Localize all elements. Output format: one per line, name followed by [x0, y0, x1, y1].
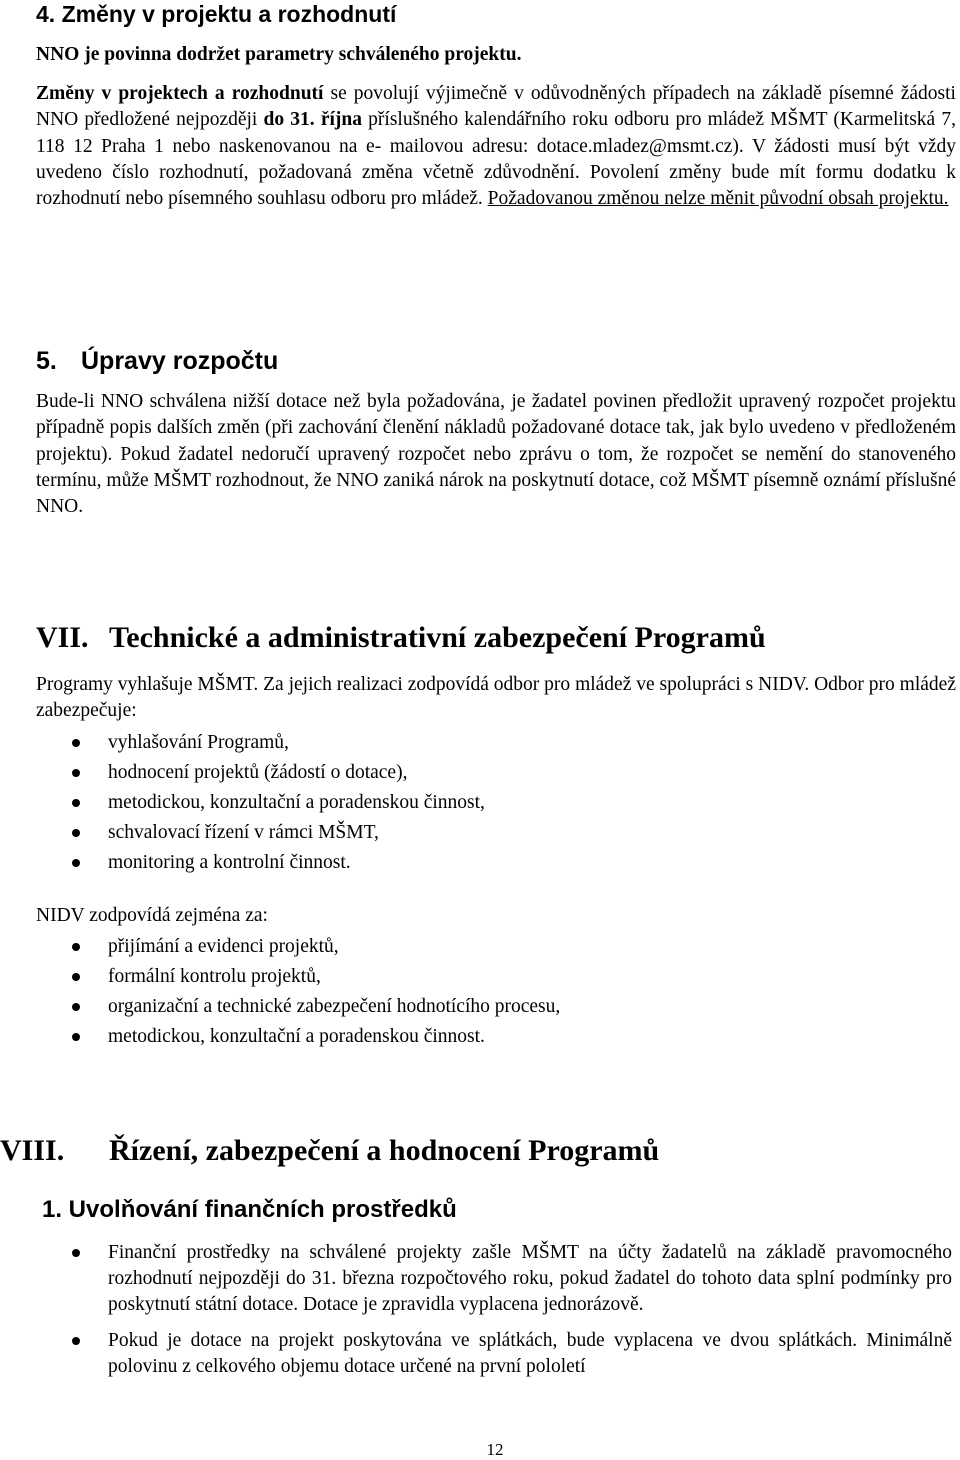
underlined-rule: Požadovanou změnou nelze měnit původní obsah projektu.: [487, 188, 949, 210]
bullet-icon: [72, 739, 80, 747]
bullet-icon: [72, 943, 80, 951]
section-vii-title: Technické a administrativní zabezpečení Programů: [109, 621, 766, 654]
list-item: schvalovací řízení v rámci MŠMT,: [36, 818, 956, 848]
bullet-icon: [72, 769, 80, 777]
bullet-icon: [72, 859, 80, 867]
nidv-duties-list: [36, 932, 956, 1052]
list-item: Finanční prostředky na schválené projekty zašle MŠMT na účty žadatelů na základě pravomocného rozhodnutí nejpozději do 31. března rozpočtového roku, pokud žadatel do tohoto data splní podmínky pro poskytnutí státní dotace. Dotace je zpravidla vyplacena jednorázově.: [36, 1240, 956, 1318]
section-viii-title: Řízení, zabezpečení a hodnocení Programů: [109, 1134, 660, 1167]
section-5-number: 5.: [36, 347, 57, 375]
changes-label: Změny v projektech a rozhodnutí: [36, 83, 324, 104]
section-4-paragraph: [36, 81, 956, 212]
deadline-date: do 31. října: [263, 109, 362, 131]
department-duties-list: [36, 728, 956, 878]
section-4-lead: NNO je povinna dodržet parametry schváleného projektu.: [36, 44, 522, 65]
list-item: přijímání a evidenci projektů,: [36, 932, 956, 962]
section-viii-number: VIII.: [0, 1134, 65, 1167]
list-item: formální kontrolu projektů,: [36, 962, 956, 992]
list-item: metodickou, konzultační a poradenskou činnost,: [36, 788, 956, 818]
paragraph-text-1: se povolují výjimečně v odůvodněných případech na základě písemné žádosti NNO předložené nejpozději: [36, 83, 956, 131]
section-5-paragraph: Bude-li NNO schválena nižší dotace než byla požadována, je žadatel povinen předložit upravený rozpočet projektu případně popis dalších změn (při zachování členění nákladů požadované dotace tak, jak bylo uvedeno v předloženém projektu). Pokud žadatel nedoručí upravený rozpočet nebo zprávu o tom, že rozpočet se nemění do stanoveného termínu, může MŠMT rozhodnout, že NNO zaniká nárok na poskytnutí dotace, což MŠMT písemně oznámí příslušné NNO.: [36, 391, 956, 518]
funding-rules-list: [36, 1240, 956, 1380]
bullet-icon: [72, 1003, 80, 1011]
bullet-icon: [72, 973, 80, 981]
paragraph-text-2: příslušného kalendářního roku odboru pro mládež MŠMT (Karmelitská 7, 118 12 Praha 1 nebo naskenovanou na e- mailovou adresu: dotace.mladez@msmt.cz). V žádosti musí být vždy uvedeno číslo rozhodnutí, požadovaná změna včetně zdůvodnění. Povolení změny bude mít formu dodatku k rozhodnutí nebo písemného souhlasu odboru pro mládež.: [36, 109, 956, 210]
bullet-icon: [72, 1249, 80, 1257]
bullet-icon: [72, 829, 80, 837]
section-vii-intro: Programy vyhlašuje MŠMT. Za jejich realizaci zodpovídá odbor pro mládež ve spolupráci s NIDV. Odbor pro mládež zabezpečuje:: [36, 674, 956, 722]
list-item: monitoring a kontrolní činnost.: [36, 848, 956, 878]
subsection-heading: 1. Uvolňování finančních prostředků: [42, 1196, 457, 1223]
list-item: vyhlašování Programů,: [36, 728, 956, 758]
section-vii-number: VII.: [36, 621, 89, 654]
nidv-intro: NIDV zodpovídá zejména za:: [36, 905, 268, 926]
page-number: 12: [486, 1440, 504, 1459]
list-item: hodnocení projektů (žádostí o dotace),: [36, 758, 956, 788]
section-5-heading: [36, 346, 956, 376]
bullet-icon: [72, 1033, 80, 1041]
list-item: metodickou, konzultační a poradenskou činnost.: [36, 1022, 956, 1052]
section-4-heading: 4. Změny v projektu a rozhodnutí: [36, 1, 397, 27]
list-item: organizační a technické zabezpečení hodnotícího procesu,: [36, 992, 956, 1022]
section-5-title: Úpravy rozpočtu: [81, 347, 279, 375]
bullet-icon: [72, 1337, 80, 1345]
bullet-icon: [72, 799, 80, 807]
list-item: Pokud je dotace na projekt poskytována ve splátkách, bude vyplacena ve dvou splátkách. Minimálně polovinu z celkového objemu dotace určené na první pololetí: [36, 1328, 956, 1380]
